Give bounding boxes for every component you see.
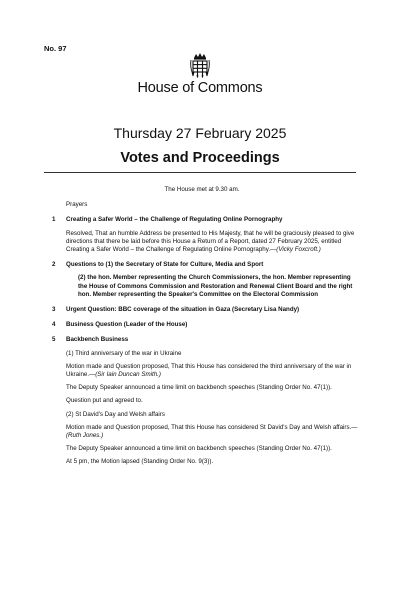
debate-title: (1) Third anniversary of the war in Ukraine (66, 349, 182, 357)
item-number: 2 (52, 261, 56, 269)
resolution-text: Resolved, That an humble Address be presented to His Majesty, that he will be graciously pleased to give directions that there be laid before this House a Return of a Report, dated 27 February 2025, entitled Creating a Safer World – the Challenge of Regulating Online Pornography.— (66, 229, 355, 254)
member-name: (Ruth Jones.) (66, 432, 104, 440)
portcullis-icon (189, 52, 211, 78)
item-paragraph: (2) the hon. Member representing the Church Commissioners, the hon. Member representing the House of Commons Commission and Restoration and Renewal Client Board and the right hon. Member representing the Speaker's Committee on the Electoral Commission (78, 274, 353, 298)
prayers-text: Prayers (66, 201, 88, 209)
motion-text: Motion made and Question proposed, That this House has considered the third anniversary of the war in Ukraine.— (66, 362, 352, 379)
house-name: House of Commons (137, 80, 263, 96)
item-paragraph (66, 424, 360, 440)
document-number: No. 97 (44, 44, 67, 53)
item-heading: Backbench Business (66, 336, 129, 344)
sitting-date: Thursday 27 February 2025 (113, 125, 287, 141)
member-name: (Vicky Foxcroft.) (276, 246, 321, 254)
title-divider (44, 172, 356, 173)
item-heading: Questions to (1) the Secretary of State for Culture, Media and Sport (66, 261, 264, 269)
item-paragraph (66, 230, 360, 255)
item-paragraph (66, 363, 360, 379)
debate-title: (2) St David's Day and Welsh affairs (66, 410, 165, 418)
proceeding-item (44, 261, 360, 299)
proceeding-item (44, 336, 360, 466)
outcome-text: Question put and agreed to. (66, 397, 143, 405)
sitting-start-text: The House met at 9.30 am. (164, 186, 240, 193)
item-heading: Creating a Safer World – the Challenge of Regulating Online Pornography (66, 216, 283, 224)
item-heading: Business Question (Leader of the House) (66, 321, 188, 329)
item-number: 5 (52, 336, 56, 344)
outcome-text: At 5 pm, the Motion lapsed (Standing Order No. 9(3)). (66, 458, 214, 466)
proceeding-item (44, 216, 360, 254)
proceedings-content (44, 186, 360, 474)
time-limit-text: The Deputy Speaker announced a time limit on backbench speeches (Standing Order No. 47(1)). (66, 445, 332, 453)
proceeding-item (44, 306, 360, 314)
item-number: 1 (52, 216, 56, 224)
proceeding-item (44, 321, 360, 329)
time-limit-text: The Deputy Speaker announced a time limit on backbench speeches (Standing Order No. 47(1)). (66, 384, 332, 392)
item-heading: Urgent Question: BBC coverage of the situation in Gaza (Secretary Lisa Nandy) (66, 306, 300, 314)
page-title: Votes and Proceedings (120, 150, 280, 166)
item-number: 4 (52, 321, 56, 329)
item-number: 3 (52, 306, 56, 314)
member-name: (Sir Iain Duncan Smith.) (95, 371, 161, 379)
motion-text: Motion made and Question proposed, That this House has considered St David's Day and Welsh affairs.— (66, 423, 358, 431)
